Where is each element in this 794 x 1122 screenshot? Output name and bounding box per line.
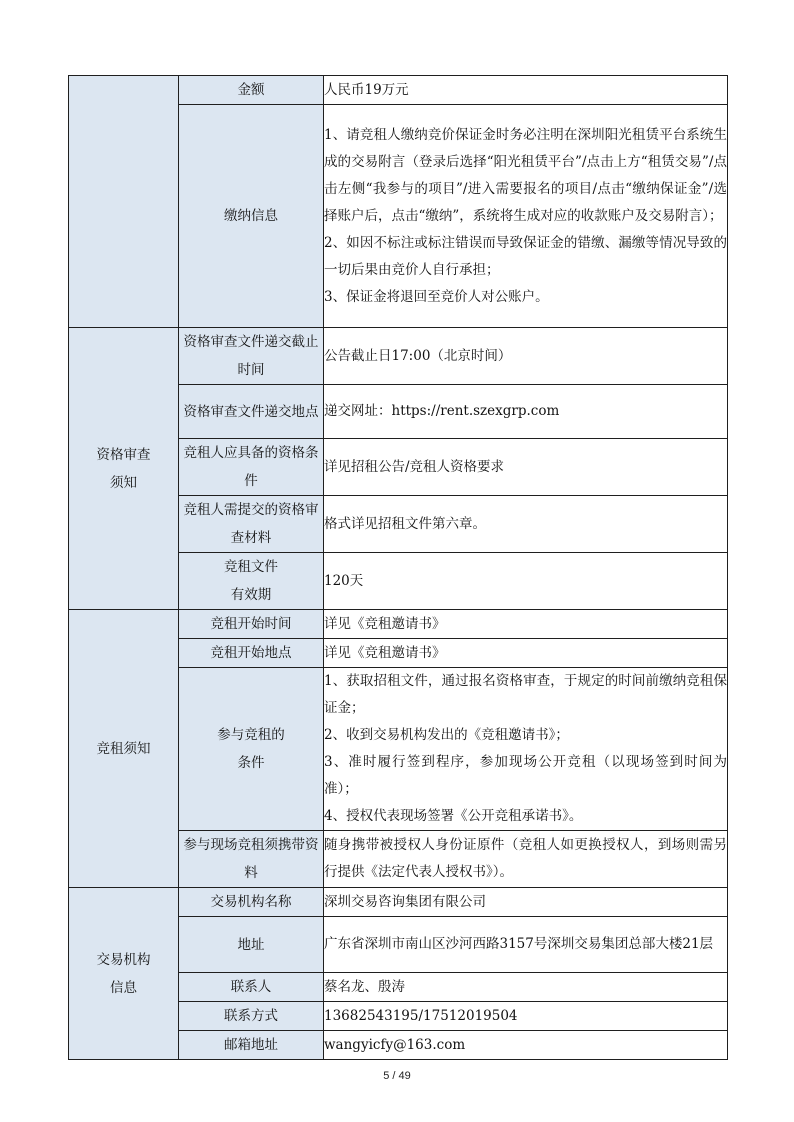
payment-info-label: 缴纳信息 (179, 105, 324, 328)
payment-info-line-1: 1、请竞租人缴纳竞价保证金时务必注明在深圳阳光租赁平台系统生成的交易附言（登录后选择“阳光租赁平台”/点击上方“租赁交易”/点击左侧“我参与的项目”/进入需要报名的项目/点击“缴纳保证金”/选择账户后，点击“缴纳”，系统将生成对应的收款账户及交易附言）； (324, 126, 727, 224)
agency-contact-label: 联系人 (179, 973, 324, 1002)
agency-name-value: 深圳交易咨询集团有限公司 (324, 888, 728, 917)
qualification-location-label: 资格审查文件递交地点 (179, 385, 324, 439)
bidding-start-place-label: 竞租开始地点 (179, 639, 324, 668)
bidding-condition-4: 4、授权代表现场签署《公开竞租承诺书》。 (324, 808, 583, 824)
validity-label (179, 553, 324, 610)
agency-address-value: 广东省深圳市南山区沙河西路3157号深圳交易集团总部大楼21层 (324, 917, 728, 973)
validity-label-line-2: 有效期 (230, 587, 272, 603)
agency-contact-value: 蔡名龙、殷涛 (324, 973, 728, 1002)
agency-name-label: 交易机构名称 (179, 888, 324, 917)
bidding-start-place-value: 详见《竞租邀请书》 (324, 639, 728, 668)
qualification-materials-value: 格式详见招租文件第六章。 (324, 496, 728, 553)
qualification-section-title (69, 328, 179, 610)
page-number: 5 / 49 (383, 1070, 411, 1082)
notice-table (68, 75, 728, 1060)
amount-label: 金额 (179, 76, 324, 105)
agency-email-value: wangyicfy@163.com (324, 1031, 728, 1060)
bidding-section-title: 竞租须知 (69, 610, 179, 888)
payment-info-line-3: 3、保证金将退回至竞价人对公账户。 (324, 288, 549, 305)
bidding-conditions-label-line-1: 参与竞租的 (217, 727, 285, 743)
qualification-title-line-2: 须知 (110, 474, 137, 491)
payment-info-value (324, 105, 728, 328)
validity-label-line-1: 竞租文件 (224, 559, 278, 575)
bidding-condition-3: 3、准时履行签到程序，参加现场公开竞租（以现场签到时间为准）； (324, 754, 727, 797)
agency-phone-label: 联系方式 (179, 1002, 324, 1031)
qualification-title-line-1: 资格审查 (96, 446, 151, 463)
qualification-deadline-value: 公告截止日17:00（北京时间） (324, 328, 728, 385)
agency-phone-value: 13682543195/17512019504 (324, 1002, 728, 1031)
agency-email-label: 邮箱地址 (179, 1031, 324, 1060)
bidding-conditions-value (324, 668, 728, 831)
qualification-requirements-value: 详见招租公告/竞租人资格要求 (324, 439, 728, 496)
agency-section-title (69, 888, 179, 1060)
qualification-materials-label: 竞租人需提交的资格审查材料 (179, 496, 324, 553)
qualification-location-value: 递交网址：https://rent.szexgrp.com (324, 385, 728, 439)
qualification-requirements-label: 竞租人应具备的资格条件 (179, 439, 324, 496)
payment-section-cell (69, 76, 179, 328)
bidding-start-time-value: 详见《竞租邀请书》 (324, 610, 728, 639)
bidding-docs-label: 参与现场竞租须携带资料 (179, 831, 324, 888)
bidding-start-time-label: 竞租开始时间 (179, 610, 324, 639)
agency-address-label: 地址 (179, 917, 324, 973)
agency-title-line-2: 信息 (110, 979, 137, 996)
validity-value: 120天 (324, 553, 728, 610)
bidding-docs-value: 随身携带被授权人身份证原件（竞租人如更换授权人，到场则需另行提供《法定代表人授权书》）。 (324, 831, 728, 888)
payment-info-line-2: 2、如因不标注或标注错误而导致保证金的错缴、漏缴等情况导致的一切后果由竞价人自行承担； (324, 234, 727, 278)
agency-title-line-1: 交易机构 (96, 951, 151, 968)
bidding-conditions-label-line-2: 条件 (237, 755, 265, 771)
bidding-condition-1: 1、获取招租文件，通过报名资格审查，于规定的时间前缴纳竞租保证金； (324, 673, 727, 716)
amount-value: 人民币19万元 (324, 76, 728, 105)
qualification-deadline-label: 资格审查文件递交截止时间 (179, 328, 324, 385)
bidding-condition-2: 2、收到交易机构发出的《竞租邀请书》； (324, 727, 569, 743)
bidding-conditions-label (179, 668, 324, 831)
